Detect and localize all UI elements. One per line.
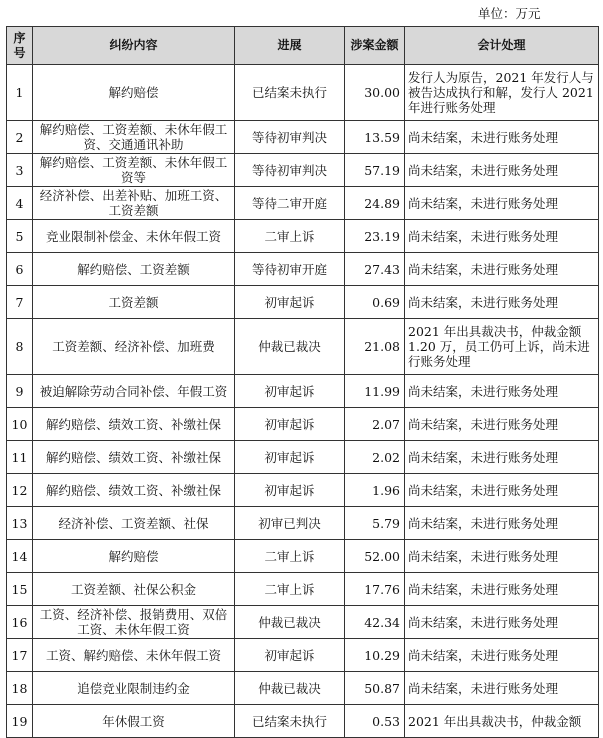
cell-amount: 5.79 bbox=[345, 507, 405, 540]
cell-accounting: 尚未结案，未进行账务处理 bbox=[405, 573, 599, 606]
cell-content: 解约赔偿、绩效工资、补缴社保 bbox=[33, 441, 235, 474]
cell-index: 17 bbox=[7, 639, 33, 672]
table-row bbox=[7, 441, 599, 474]
cell-index: 9 bbox=[7, 375, 33, 408]
cell-amount: 57.19 bbox=[345, 154, 405, 187]
cell-content: 解约赔偿 bbox=[33, 65, 235, 121]
cell-accounting: 尚未结案，未进行账务处理 bbox=[405, 375, 599, 408]
cell-amount: 0.53 bbox=[345, 705, 405, 738]
table-row bbox=[7, 474, 599, 507]
cell-amount: 52.00 bbox=[345, 540, 405, 573]
cell-content: 解约赔偿、工资差额、未休年假工资、交通通讯补助 bbox=[33, 121, 235, 154]
cell-amount: 10.29 bbox=[345, 639, 405, 672]
cell-progress: 初审起诉 bbox=[235, 408, 345, 441]
cell-content: 解约赔偿 bbox=[33, 540, 235, 573]
table-row bbox=[7, 639, 599, 672]
cell-progress: 二审上诉 bbox=[235, 540, 345, 573]
cell-progress: 已结案未执行 bbox=[235, 65, 345, 121]
cell-progress: 等待初审判决 bbox=[235, 154, 345, 187]
cell-accounting: 2021 年出具裁决书，仲裁金额 1.20 万，员工仍可上诉，尚未进行账务处理 bbox=[405, 319, 599, 375]
cell-amount: 24.89 bbox=[345, 187, 405, 220]
table-body bbox=[7, 65, 599, 738]
cell-progress: 仲裁已裁决 bbox=[235, 606, 345, 639]
cell-accounting: 2021 年出具裁决书，仲裁金额 bbox=[405, 705, 599, 738]
cell-accounting: 尚未结案，未进行账务处理 bbox=[405, 507, 599, 540]
cell-accounting: 尚未结案，未进行账务处理 bbox=[405, 154, 599, 187]
cell-amount: 2.02 bbox=[345, 441, 405, 474]
cell-progress: 等待二审开庭 bbox=[235, 187, 345, 220]
dispute-table bbox=[6, 26, 599, 738]
cell-index: 12 bbox=[7, 474, 33, 507]
table-row bbox=[7, 319, 599, 375]
cell-amount: 13.59 bbox=[345, 121, 405, 154]
cell-progress: 初审起诉 bbox=[235, 286, 345, 319]
table-row bbox=[7, 121, 599, 154]
cell-accounting: 尚未结案，未进行账务处理 bbox=[405, 253, 599, 286]
cell-amount: 21.08 bbox=[345, 319, 405, 375]
cell-index: 16 bbox=[7, 606, 33, 639]
cell-accounting: 尚未结案，未进行账务处理 bbox=[405, 639, 599, 672]
cell-accounting: 发行人为原告，2021 年发行人与被告达成执行和解，发行人 2021 年进行账务处理 bbox=[405, 65, 599, 121]
table-row bbox=[7, 606, 599, 639]
table-row bbox=[7, 573, 599, 606]
header-accounting: 会计处理 bbox=[405, 27, 599, 65]
table-header-row bbox=[7, 27, 599, 65]
cell-index: 13 bbox=[7, 507, 33, 540]
table-row bbox=[7, 540, 599, 573]
table-row bbox=[7, 253, 599, 286]
cell-content: 解约赔偿、工资差额、未休年假工资等 bbox=[33, 154, 235, 187]
cell-amount: 27.43 bbox=[345, 253, 405, 286]
cell-progress: 初审起诉 bbox=[235, 441, 345, 474]
cell-progress: 已结案未执行 bbox=[235, 705, 345, 738]
cell-content: 年休假工资 bbox=[33, 705, 235, 738]
table-row bbox=[7, 705, 599, 738]
cell-accounting: 尚未结案，未进行账务处理 bbox=[405, 187, 599, 220]
header-content: 纠纷内容 bbox=[33, 27, 235, 65]
cell-index: 1 bbox=[7, 65, 33, 121]
cell-accounting: 尚未结案，未进行账务处理 bbox=[405, 672, 599, 705]
cell-index: 11 bbox=[7, 441, 33, 474]
cell-amount: 0.69 bbox=[345, 286, 405, 319]
cell-amount: 23.19 bbox=[345, 220, 405, 253]
cell-amount: 1.96 bbox=[345, 474, 405, 507]
cell-index: 3 bbox=[7, 154, 33, 187]
cell-accounting: 尚未结案，未进行账务处理 bbox=[405, 441, 599, 474]
cell-progress: 初审已判决 bbox=[235, 507, 345, 540]
cell-accounting: 尚未结案，未进行账务处理 bbox=[405, 121, 599, 154]
table-row bbox=[7, 375, 599, 408]
cell-amount: 17.76 bbox=[345, 573, 405, 606]
cell-index: 8 bbox=[7, 319, 33, 375]
table-row bbox=[7, 187, 599, 220]
cell-content: 解约赔偿、工资差额 bbox=[33, 253, 235, 286]
cell-amount: 30.00 bbox=[345, 65, 405, 121]
cell-index: 4 bbox=[7, 187, 33, 220]
cell-content: 解约赔偿、绩效工资、补缴社保 bbox=[33, 408, 235, 441]
table-row bbox=[7, 220, 599, 253]
cell-progress: 初审起诉 bbox=[235, 375, 345, 408]
cell-index: 19 bbox=[7, 705, 33, 738]
cell-accounting: 尚未结案，未进行账务处理 bbox=[405, 540, 599, 573]
cell-index: 2 bbox=[7, 121, 33, 154]
cell-index: 14 bbox=[7, 540, 33, 573]
cell-content: 工资差额、经济补偿、加班费 bbox=[33, 319, 235, 375]
cell-content: 竞业限制补偿金、未休年假工资 bbox=[33, 220, 235, 253]
table-row bbox=[7, 408, 599, 441]
cell-progress: 二审上诉 bbox=[235, 220, 345, 253]
cell-progress: 初审起诉 bbox=[235, 639, 345, 672]
cell-content: 经济补偿、工资差额、社保 bbox=[33, 507, 235, 540]
cell-amount: 42.34 bbox=[345, 606, 405, 639]
unit-label: 单位：万元 bbox=[478, 6, 541, 21]
header-index: 序号 bbox=[7, 27, 33, 65]
table-row bbox=[7, 672, 599, 705]
cell-amount: 2.07 bbox=[345, 408, 405, 441]
cell-progress: 仲裁已裁决 bbox=[235, 672, 345, 705]
cell-content: 工资、解约赔偿、未休年假工资 bbox=[33, 639, 235, 672]
cell-progress: 初审起诉 bbox=[235, 474, 345, 507]
cell-index: 6 bbox=[7, 253, 33, 286]
cell-progress: 等待初审开庭 bbox=[235, 253, 345, 286]
cell-progress: 二审上诉 bbox=[235, 573, 345, 606]
cell-index: 15 bbox=[7, 573, 33, 606]
cell-content: 工资、经济补偿、报销费用、双倍工资、未休年假工资 bbox=[33, 606, 235, 639]
cell-index: 7 bbox=[7, 286, 33, 319]
header-progress: 进展 bbox=[235, 27, 345, 65]
cell-accounting: 尚未结案，未进行账务处理 bbox=[405, 286, 599, 319]
table-row bbox=[7, 286, 599, 319]
cell-content: 工资差额 bbox=[33, 286, 235, 319]
cell-index: 10 bbox=[7, 408, 33, 441]
cell-accounting: 尚未结案，未进行账务处理 bbox=[405, 606, 599, 639]
table-row bbox=[7, 507, 599, 540]
table-row bbox=[7, 154, 599, 187]
cell-content: 工资差额、社保公积金 bbox=[33, 573, 235, 606]
cell-progress: 等待初审判决 bbox=[235, 121, 345, 154]
header-amount: 涉案金额 bbox=[345, 27, 405, 65]
cell-content: 经济补偿、出差补贴、加班工资、工资差额 bbox=[33, 187, 235, 220]
table-row bbox=[7, 65, 599, 121]
cell-content: 解约赔偿、绩效工资、补缴社保 bbox=[33, 474, 235, 507]
cell-accounting: 尚未结案，未进行账务处理 bbox=[405, 220, 599, 253]
cell-content: 追偿竞业限制违约金 bbox=[33, 672, 235, 705]
cell-progress: 仲裁已裁决 bbox=[235, 319, 345, 375]
cell-content: 被迫解除劳动合同补偿、年假工资 bbox=[33, 375, 235, 408]
cell-accounting: 尚未结案，未进行账务处理 bbox=[405, 408, 599, 441]
cell-amount: 50.87 bbox=[345, 672, 405, 705]
cell-index: 18 bbox=[7, 672, 33, 705]
cell-index: 5 bbox=[7, 220, 33, 253]
cell-accounting: 尚未结案，未进行账务处理 bbox=[405, 474, 599, 507]
cell-amount: 11.99 bbox=[345, 375, 405, 408]
